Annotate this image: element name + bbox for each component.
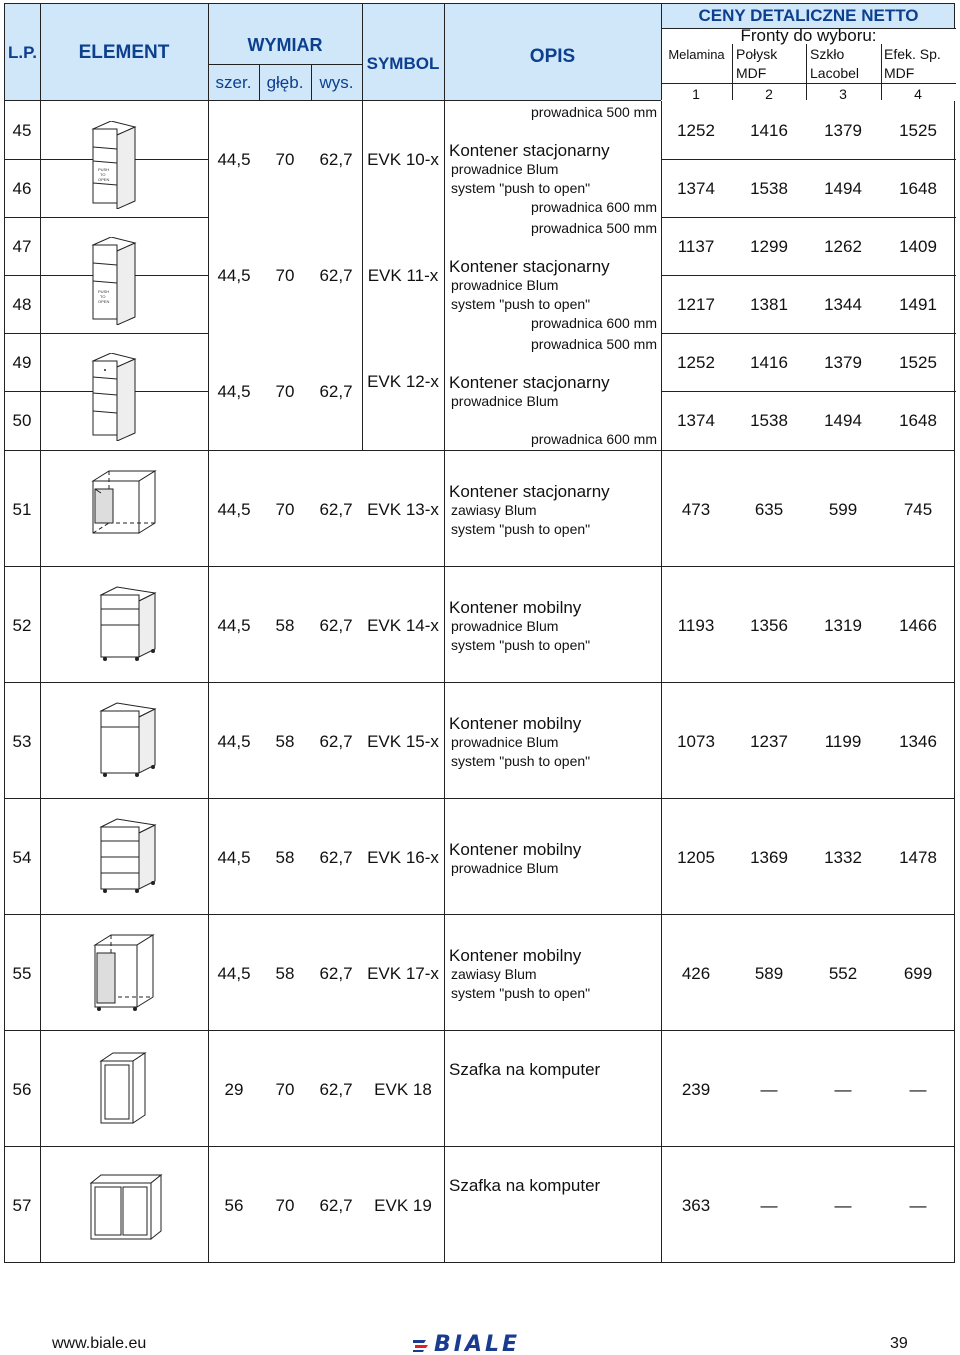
header-n2: 2 (765, 86, 773, 102)
price-szklo: 1319 (824, 616, 862, 635)
price-melamina: 1073 (677, 732, 715, 751)
cabinet-mobile-open-image (87, 931, 163, 1015)
svg-text:OPEN: OPEN (98, 299, 110, 304)
desc-prowadnica: prowadnica 600 mm (530, 199, 657, 215)
lp: 51 (12, 500, 32, 519)
price-polysk: 1381 (750, 295, 788, 314)
price-szklo: 1379 (824, 121, 862, 140)
table-row (4, 915, 955, 1031)
desc-line1: prowadnice Blum (451, 277, 559, 293)
symbol: EVK 18 (374, 1080, 432, 1099)
desc-line2: system "push to open" (451, 180, 591, 196)
cabinet-3-drawer-image (85, 237, 137, 325)
price-polysk: 1356 (750, 616, 788, 635)
desc-name: Kontener mobilny (449, 714, 582, 733)
lp-46: 46 (12, 179, 32, 198)
cabinet-open-box-image (87, 467, 163, 551)
cabinet-3-drawer-image (85, 121, 137, 209)
symbol-evk12: EVK 12-x (367, 372, 439, 391)
price-szklo: 599 (828, 500, 858, 519)
table-row (4, 683, 955, 799)
szer: 44,5 (217, 150, 251, 169)
desc-line2: system "push to open" (451, 753, 591, 769)
cabinet-mobile-4-drawer-image (87, 815, 163, 899)
header-col4b: MDF (884, 65, 915, 81)
desc-prowadnica: prowadnica 500 mm (530, 104, 657, 120)
desc-name: Kontener stacjonarny (449, 373, 610, 392)
wys: 62,7 (319, 382, 353, 401)
desc-line1: prowadnice Blum (451, 860, 559, 876)
lp-49: 49 (12, 353, 32, 372)
price-efek: 1648 (899, 179, 937, 198)
computer-cabinet-image (87, 1047, 163, 1131)
wys: 62,7 (319, 964, 353, 983)
price-efek: — (909, 1080, 927, 1099)
symbol: EVK 17-x (367, 964, 439, 983)
desc-name: Kontener stacjonarny (449, 257, 610, 276)
table-row (4, 1031, 955, 1147)
price-szklo: 552 (828, 964, 858, 983)
desc-line2: system "push to open" (451, 521, 591, 537)
desc-name: Kontener mobilny (449, 946, 582, 965)
price-efek: 745 (903, 500, 933, 519)
cabinet-4-drawer-image (85, 353, 137, 441)
gleb: 70 (275, 1196, 295, 1215)
lp-48: 48 (12, 295, 32, 314)
wys: 62,7 (319, 500, 353, 519)
header-n3: 3 (839, 86, 847, 102)
gleb: 58 (275, 616, 295, 635)
price-efek: 1478 (899, 848, 937, 867)
desc-name: Kontener stacjonarny (449, 482, 610, 501)
footer-url[interactable]: www.biale.eu (52, 1335, 147, 1352)
price-efek: 1648 (899, 411, 937, 430)
lp: 55 (12, 964, 32, 983)
price-melamina: 1217 (677, 295, 715, 314)
szer: 56 (224, 1196, 244, 1215)
gleb: 70 (275, 150, 295, 169)
price-melamina: 1252 (677, 121, 715, 140)
desc-prowadnica: prowadnica 600 mm (530, 315, 657, 331)
cabinet-mobile-2-drawer-image (87, 699, 163, 783)
price-polysk: 1237 (750, 732, 788, 751)
header-szer: szer. (215, 73, 252, 92)
szer: 44,5 (217, 732, 251, 751)
svg-text:OPEN: OPEN (98, 177, 110, 182)
desc-line2: system "push to open" (451, 637, 591, 653)
gleb: 58 (275, 964, 295, 983)
symbol: EVK 16-x (367, 848, 439, 867)
price-polysk: 1369 (750, 848, 788, 867)
lp: 57 (12, 1196, 32, 1215)
header-symbol: SYMBOL (366, 54, 440, 73)
symbol-evk10: EVK 10-x (367, 150, 439, 169)
symbol: EVK 15-x (367, 732, 439, 751)
header-ceny: CENY DETALICZNE NETTO (698, 6, 919, 25)
wys: 62,7 (319, 150, 353, 169)
header-element: ELEMENT (78, 42, 170, 63)
gleb: 58 (275, 732, 295, 751)
table-header (4, 3, 955, 101)
header-col2a: Połysk (736, 46, 778, 62)
price-szklo: — (834, 1196, 852, 1215)
price-efek: 1409 (899, 237, 937, 256)
computer-cabinet-double-image (87, 1163, 163, 1247)
gleb: 70 (275, 500, 295, 519)
biale-logo (412, 1332, 520, 1355)
szer: 44,5 (217, 382, 251, 401)
header-col3a: Szkło (810, 46, 845, 62)
logo-text: BIALE (434, 1332, 521, 1355)
lp: 52 (12, 616, 32, 635)
cabinet-mobile-3-drawer-image (87, 583, 163, 667)
price-efek: 699 (903, 964, 933, 983)
header-fronty: Fronty do wyboru: (740, 26, 877, 45)
header-lp: L.P. (8, 43, 37, 62)
lp: 54 (12, 848, 32, 867)
price-szklo: 1494 (824, 179, 862, 198)
price-melamina: 1374 (677, 411, 715, 430)
wys: 62,7 (319, 616, 353, 635)
gleb: 70 (275, 1080, 295, 1099)
desc-name: Szafka na komputer (449, 1176, 601, 1195)
svg-text:TO: TO (100, 294, 106, 299)
price-polysk: 1538 (750, 179, 788, 198)
lp: 53 (12, 732, 32, 751)
logo-mark-icon (412, 1337, 430, 1353)
price-polysk: — (760, 1080, 778, 1099)
price-polysk: 635 (754, 500, 784, 519)
desc-line2: system "push to open" (451, 985, 591, 1001)
desc-line1: prowadnice Blum (451, 161, 559, 177)
page-number: 39 (890, 1335, 908, 1352)
price-szklo: 1379 (824, 353, 862, 372)
header-wys: wys. (319, 73, 354, 92)
price-polysk: 1416 (750, 353, 788, 372)
price-table (4, 3, 955, 1263)
gleb: 70 (275, 382, 295, 401)
table-row (4, 1147, 955, 1263)
desc-name: Kontener stacjonarny (449, 141, 610, 160)
price-efek: 1491 (899, 295, 937, 314)
price-melamina: 1252 (677, 353, 715, 372)
header-n1: 1 (692, 86, 700, 102)
price-melamina: 239 (681, 1080, 711, 1099)
desc-prowadnica: prowadnica 600 mm (530, 431, 657, 447)
desc-name: Kontener mobilny (449, 598, 582, 617)
svg-text:PUSH: PUSH (98, 289, 110, 294)
price-szklo: 1262 (824, 237, 862, 256)
group-evk10-12 (4, 101, 955, 451)
desc-line1: zawiasy Blum (451, 502, 537, 518)
price-efek: 1346 (899, 732, 937, 751)
header-opis: OPIS (529, 46, 576, 67)
header-gleb: głęb. (266, 73, 304, 92)
szer: 44,5 (217, 964, 251, 983)
desc-prowadnica: prowadnica 500 mm (530, 220, 657, 236)
lp: 56 (12, 1080, 32, 1099)
price-polysk: 1538 (750, 411, 788, 430)
price-melamina: 1193 (677, 616, 715, 635)
price-efek: 1525 (899, 353, 937, 372)
desc-line1: prowadnice Blum (451, 393, 559, 409)
wys: 62,7 (319, 732, 353, 751)
price-szklo: 1332 (824, 848, 862, 867)
symbol: EVK 19 (374, 1196, 432, 1215)
price-melamina: 426 (681, 964, 711, 983)
desc-name: Szafka na komputer (449, 1060, 601, 1079)
price-melamina: 473 (681, 500, 711, 519)
desc-line1: zawiasy Blum (451, 966, 537, 982)
header-n4: 4 (914, 86, 922, 102)
price-melamina: 1374 (677, 179, 715, 198)
table-row (4, 799, 955, 915)
header-col2b: MDF (736, 65, 767, 81)
svg-text:PUSH: PUSH (98, 167, 110, 172)
desc-line1: prowadnice Blum (451, 734, 559, 750)
table-row (4, 567, 955, 683)
lp-45: 45 (12, 121, 32, 140)
price-efek: — (909, 1196, 927, 1215)
table-row (4, 451, 955, 567)
price-polysk: 1299 (750, 237, 788, 256)
price-melamina: 1205 (677, 848, 715, 867)
szer: 44,5 (217, 848, 251, 867)
price-polysk: — (760, 1196, 778, 1215)
desc-line1: prowadnice Blum (451, 618, 559, 634)
szer: 44,5 (217, 500, 251, 519)
wys: 62,7 (319, 1080, 353, 1099)
header-wymiar: WYMIAR (247, 34, 323, 55)
symbol: EVK 13-x (367, 500, 439, 519)
szer: 29 (224, 1080, 244, 1099)
header-col1: Melamina (668, 46, 725, 62)
price-melamina: 1137 (677, 237, 715, 256)
lp-47: 47 (12, 237, 32, 256)
wys: 62,7 (319, 848, 353, 867)
svg-text:TO: TO (100, 172, 106, 177)
price-szklo: 1344 (824, 295, 862, 314)
szer: 44,5 (217, 266, 251, 285)
wys: 62,7 (319, 1196, 353, 1215)
price-melamina: 363 (681, 1196, 711, 1215)
price-efek: 1525 (899, 121, 937, 140)
price-efek: 1466 (899, 616, 937, 635)
header-col4a: Efek. Sp. (884, 46, 941, 62)
price-polysk: 589 (754, 964, 784, 983)
wys: 62,7 (319, 266, 353, 285)
desc-name: Kontener mobilny (449, 840, 582, 859)
gleb: 58 (275, 848, 295, 867)
price-polysk: 1416 (750, 121, 788, 140)
price-szklo: — (834, 1080, 852, 1099)
price-szklo: 1199 (824, 732, 862, 751)
szer: 44,5 (217, 616, 251, 635)
desc-prowadnica: prowadnica 500 mm (530, 336, 657, 352)
gleb: 70 (275, 266, 295, 285)
lp-50: 50 (12, 411, 32, 430)
symbol-evk11: EVK 11-x (367, 266, 439, 285)
desc-line2: system "push to open" (451, 296, 591, 312)
symbol: EVK 14-x (367, 616, 439, 635)
header-col3b: Lacobel (810, 65, 860, 81)
price-szklo: 1494 (824, 411, 862, 430)
